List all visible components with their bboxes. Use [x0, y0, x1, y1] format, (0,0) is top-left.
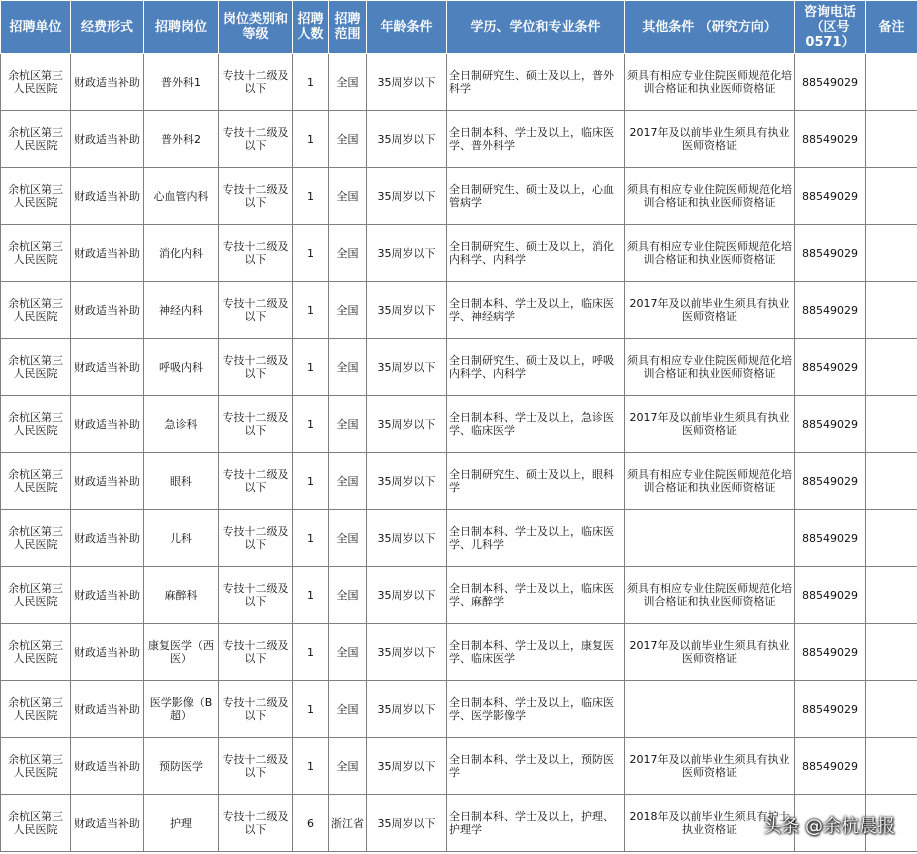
- cell-scope: 浙江省: [329, 795, 367, 852]
- cell-age: 35周岁以下: [367, 339, 447, 396]
- cell-unit: 余杭区第三人民医院: [1, 225, 71, 282]
- cell-fund: 财政适当补助: [71, 738, 144, 795]
- cell-education: 全日制研究生、硕士及以上，消化内科学、内科学: [447, 225, 625, 282]
- cell-phone: 88549029: [795, 339, 866, 396]
- cell-other: 2017年及以前毕业生须具有执业医师资格证: [625, 111, 795, 168]
- cell-count: 1: [293, 738, 329, 795]
- cell-post: 普外科1: [144, 54, 219, 111]
- cell-level: 专技十二级及以下: [219, 738, 293, 795]
- cell-post: 急诊科: [144, 396, 219, 453]
- cell-phone: 88549029: [795, 168, 866, 225]
- cell-scope: 全国: [329, 567, 367, 624]
- column-header: 招聘单位: [1, 1, 71, 54]
- cell-age: 35周岁以下: [367, 738, 447, 795]
- table-row: [1, 54, 917, 111]
- cell-education: 全日制本科、学士及以上，护理、护理学: [447, 795, 625, 852]
- cell-fund: 财政适当补助: [71, 339, 144, 396]
- table-row: [1, 567, 917, 624]
- column-header: 备注: [866, 1, 917, 54]
- cell-level: 专技十二级及以下: [219, 54, 293, 111]
- cell-education: 全日制本科、学士及以上，临床医学、儿科学: [447, 510, 625, 567]
- column-header: 学历、学位和专业条件: [447, 1, 625, 54]
- cell-unit: 余杭区第三人民医院: [1, 54, 71, 111]
- cell-unit: 余杭区第三人民医院: [1, 510, 71, 567]
- table-row: [1, 624, 917, 681]
- cell-age: 35周岁以下: [367, 396, 447, 453]
- cell-other: [625, 681, 795, 738]
- cell-other: 2017年及以前毕业生须具有执业医师资格证: [625, 624, 795, 681]
- cell-age: 35周岁以下: [367, 282, 447, 339]
- cell-count: 1: [293, 168, 329, 225]
- cell-unit: 余杭区第三人民医院: [1, 168, 71, 225]
- cell-fund: 财政适当补助: [71, 567, 144, 624]
- cell-post: 康复医学（西医）: [144, 624, 219, 681]
- cell-note: [866, 111, 917, 168]
- cell-note: [866, 168, 917, 225]
- cell-other: 须具有相应专业住院医师规范化培训合格证和执业医师资格证: [625, 567, 795, 624]
- cell-other: 须具有相应专业住院医师规范化培训合格证和执业医师资格证: [625, 339, 795, 396]
- cell-fund: 财政适当补助: [71, 282, 144, 339]
- cell-phone: 88549029: [795, 111, 866, 168]
- cell-fund: 财政适当补助: [71, 225, 144, 282]
- cell-count: 1: [293, 681, 329, 738]
- cell-age: 35周岁以下: [367, 681, 447, 738]
- cell-unit: 余杭区第三人民医院: [1, 339, 71, 396]
- cell-other: 须具有相应专业住院医师规范化培训合格证和执业医师资格证: [625, 453, 795, 510]
- cell-age: 35周岁以下: [367, 567, 447, 624]
- column-header: 其他条件 （研究方向）: [625, 1, 795, 54]
- cell-post: 心血管内科: [144, 168, 219, 225]
- cell-note: [866, 510, 917, 567]
- table-row: [1, 681, 917, 738]
- cell-fund: 财政适当补助: [71, 795, 144, 852]
- cell-level: 专技十二级及以下: [219, 168, 293, 225]
- cell-level: 专技十二级及以下: [219, 339, 293, 396]
- cell-count: 1: [293, 225, 329, 282]
- cell-other: 2017年及以前毕业生须具有执业医师资格证: [625, 738, 795, 795]
- cell-post: 普外科2: [144, 111, 219, 168]
- cell-phone: 88549029: [795, 225, 866, 282]
- cell-other: 2017年及以前毕业生须具有执业医师资格证: [625, 396, 795, 453]
- cell-scope: 全国: [329, 54, 367, 111]
- cell-phone: 88549029: [795, 681, 866, 738]
- cell-unit: 余杭区第三人民医院: [1, 396, 71, 453]
- cell-note: [866, 681, 917, 738]
- table-row: [1, 225, 917, 282]
- cell-level: 专技十二级及以下: [219, 681, 293, 738]
- cell-post: 护理: [144, 795, 219, 852]
- cell-scope: 全国: [329, 225, 367, 282]
- cell-fund: 财政适当补助: [71, 681, 144, 738]
- cell-education: 全日制本科、学士及以上，急诊医学、临床医学: [447, 396, 625, 453]
- cell-post: 麻醉科: [144, 567, 219, 624]
- cell-unit: 余杭区第三人民医院: [1, 681, 71, 738]
- cell-note: [866, 225, 917, 282]
- cell-count: 1: [293, 396, 329, 453]
- cell-unit: 余杭区第三人民医院: [1, 282, 71, 339]
- cell-note: [866, 738, 917, 795]
- column-header: 经费形式: [71, 1, 144, 54]
- cell-scope: 全国: [329, 510, 367, 567]
- table-row: [1, 510, 917, 567]
- cell-note: [866, 567, 917, 624]
- cell-unit: 余杭区第三人民医院: [1, 624, 71, 681]
- cell-unit: 余杭区第三人民医院: [1, 567, 71, 624]
- cell-phone: 88549029: [795, 567, 866, 624]
- cell-note: [866, 282, 917, 339]
- cell-education: 全日制本科、学士及以上，临床医学、神经病学: [447, 282, 625, 339]
- cell-phone: 88549029: [795, 624, 866, 681]
- cell-count: 1: [293, 567, 329, 624]
- cell-unit: 余杭区第三人民医院: [1, 795, 71, 852]
- cell-scope: 全国: [329, 738, 367, 795]
- cell-fund: 财政适当补助: [71, 168, 144, 225]
- table-row: [1, 453, 917, 510]
- cell-fund: 财政适当补助: [71, 510, 144, 567]
- cell-level: 专技十二级及以下: [219, 282, 293, 339]
- cell-scope: 全国: [329, 168, 367, 225]
- watermark: 头条 @余杭晨报: [763, 816, 895, 837]
- cell-age: 35周岁以下: [367, 111, 447, 168]
- cell-phone: 88549029: [795, 510, 866, 567]
- cell-post: 消化内科: [144, 225, 219, 282]
- cell-other: 须具有相应专业住院医师规范化培训合格证和执业医师资格证: [625, 54, 795, 111]
- cell-post: 呼吸内科: [144, 339, 219, 396]
- cell-phone: 88549029: [795, 282, 866, 339]
- cell-unit: 余杭区第三人民医院: [1, 453, 71, 510]
- cell-level: 专技十二级及以下: [219, 111, 293, 168]
- cell-phone: 88549029: [795, 54, 866, 111]
- cell-count: 1: [293, 282, 329, 339]
- cell-scope: 全国: [329, 282, 367, 339]
- column-header: 招聘范围: [329, 1, 367, 54]
- column-header: 招聘岗位: [144, 1, 219, 54]
- cell-education: 全日制研究生、硕士及以上，呼吸内科学、内科学: [447, 339, 625, 396]
- cell-fund: 财政适当补助: [71, 453, 144, 510]
- cell-phone: 88549029: [795, 738, 866, 795]
- cell-fund: 财政适当补助: [71, 624, 144, 681]
- cell-education: 全日制本科、学士及以上，康复医学、临床医学: [447, 624, 625, 681]
- column-header: 招聘人数: [293, 1, 329, 54]
- cell-count: 6: [293, 795, 329, 852]
- cell-count: 1: [293, 624, 329, 681]
- cell-note: [866, 339, 917, 396]
- cell-education: 全日制本科、学士及以上，临床医学、普外科学: [447, 111, 625, 168]
- cell-note: [866, 624, 917, 681]
- cell-post: 神经内科: [144, 282, 219, 339]
- cell-count: 1: [293, 339, 329, 396]
- cell-count: 1: [293, 510, 329, 567]
- cell-scope: 全国: [329, 453, 367, 510]
- table-row: [1, 396, 917, 453]
- cell-education: 全日制研究生、硕士及以上，普外科学: [447, 54, 625, 111]
- cell-age: 35周岁以下: [367, 54, 447, 111]
- cell-note: [866, 396, 917, 453]
- table-row: [1, 282, 917, 339]
- cell-scope: 全国: [329, 339, 367, 396]
- cell-education: 全日制本科、学士及以上，临床医学、医学影像学: [447, 681, 625, 738]
- cell-age: 35周岁以下: [367, 225, 447, 282]
- cell-phone: 88549029: [795, 453, 866, 510]
- table-row: [1, 111, 917, 168]
- cell-other: 2017年及以前毕业生须具有执业医师资格证: [625, 282, 795, 339]
- cell-other: 须具有相应专业住院医师规范化培训合格证和执业医师资格证: [625, 225, 795, 282]
- cell-post: 医学影像（B超）: [144, 681, 219, 738]
- column-header: 年龄条件: [367, 1, 447, 54]
- cell-fund: 财政适当补助: [71, 54, 144, 111]
- cell-level: 专技十二级及以下: [219, 453, 293, 510]
- cell-level: 专技十二级及以下: [219, 225, 293, 282]
- cell-education: 全日制研究生、硕士及以上，眼科学: [447, 453, 625, 510]
- cell-level: 专技十二级及以下: [219, 624, 293, 681]
- cell-post: 预防医学: [144, 738, 219, 795]
- table-body: [1, 54, 917, 852]
- cell-age: 35周岁以下: [367, 624, 447, 681]
- cell-unit: 余杭区第三人民医院: [1, 111, 71, 168]
- cell-other: 2018年及以前毕业生须具有护士执业资格证: [625, 795, 795, 852]
- cell-fund: 财政适当补助: [71, 396, 144, 453]
- table-row: [1, 168, 917, 225]
- cell-age: 35周岁以下: [367, 168, 447, 225]
- cell-count: 1: [293, 111, 329, 168]
- cell-count: 1: [293, 54, 329, 111]
- cell-level: 专技十二级及以下: [219, 567, 293, 624]
- cell-level: 专技十二级及以下: [219, 396, 293, 453]
- cell-age: 35周岁以下: [367, 453, 447, 510]
- cell-note: [866, 453, 917, 510]
- cell-scope: 全国: [329, 624, 367, 681]
- cell-scope: 全国: [329, 396, 367, 453]
- cell-count: 1: [293, 453, 329, 510]
- cell-post: 眼科: [144, 453, 219, 510]
- cell-unit: 余杭区第三人民医院: [1, 738, 71, 795]
- column-header: 岗位类别和等级: [219, 1, 293, 54]
- cell-phone: 88549029: [795, 396, 866, 453]
- cell-scope: 全国: [329, 681, 367, 738]
- cell-fund: 财政适当补助: [71, 111, 144, 168]
- cell-note: [866, 54, 917, 111]
- cell-education: 全日制本科、学士及以上，临床医学、麻醉学: [447, 567, 625, 624]
- cell-education: 全日制研究生、硕士及以上，心血管病学: [447, 168, 625, 225]
- cell-level: 专技十二级及以下: [219, 510, 293, 567]
- column-header: 咨询电话（区号0571）: [795, 1, 866, 54]
- cell-post: 儿科: [144, 510, 219, 567]
- cell-education: 全日制本科、学士及以上，预防医学: [447, 738, 625, 795]
- table-row: [1, 339, 917, 396]
- cell-level: 专技十二级及以下: [219, 795, 293, 852]
- cell-age: 35周岁以下: [367, 795, 447, 852]
- header-row: [1, 1, 917, 54]
- table-row: [1, 738, 917, 795]
- cell-other: 须具有相应专业住院医师规范化培训合格证和执业医师资格证: [625, 168, 795, 225]
- cell-age: 35周岁以下: [367, 510, 447, 567]
- cell-other: [625, 510, 795, 567]
- cell-scope: 全国: [329, 111, 367, 168]
